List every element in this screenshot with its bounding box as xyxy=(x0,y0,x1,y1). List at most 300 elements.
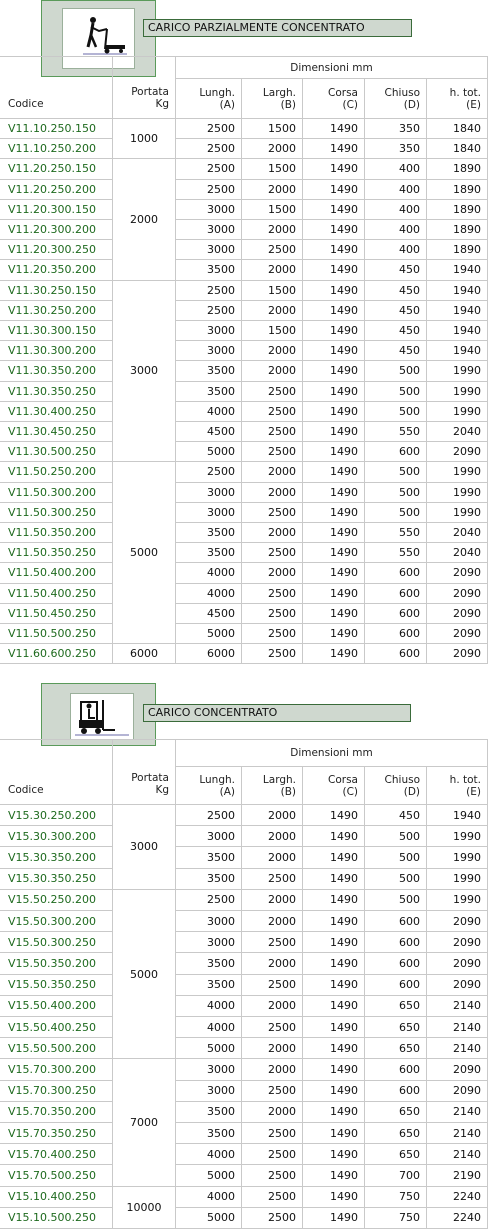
row-code: V11.20.250.150 xyxy=(0,159,113,179)
row-value: 2500 xyxy=(176,139,242,159)
row-value: 600 xyxy=(365,932,427,953)
row-value: 2140 xyxy=(427,996,488,1017)
header-col-line: h. tot. xyxy=(449,773,481,786)
row-code: V15.50.350.250 xyxy=(0,975,113,996)
portata-value: 5000 xyxy=(113,462,176,644)
header-col xyxy=(242,767,303,805)
row-value: 550 xyxy=(365,422,427,442)
row-value: 6000 xyxy=(176,644,242,664)
row-value: 3500 xyxy=(176,361,242,381)
row-value: 1490 xyxy=(303,523,365,543)
row-value: 2500 xyxy=(242,422,303,442)
row-value: 500 xyxy=(365,503,427,523)
row-value: 1990 xyxy=(427,826,488,847)
row-code: V11.20.250.200 xyxy=(0,180,113,200)
row-value: 600 xyxy=(365,1081,427,1102)
row-value: 2090 xyxy=(427,932,488,953)
row-value: 1490 xyxy=(303,1144,365,1165)
row-value: 1490 xyxy=(303,1059,365,1080)
row-value: 500 xyxy=(365,382,427,402)
row-value: 1500 xyxy=(242,200,303,220)
row-code: V11.20.300.250 xyxy=(0,240,113,260)
row-value: 1940 xyxy=(427,341,488,361)
header-portata xyxy=(113,739,176,805)
row-value: 2000 xyxy=(242,996,303,1017)
row-value: 600 xyxy=(365,442,427,462)
row-value: 2090 xyxy=(427,953,488,974)
row-value: 1490 xyxy=(303,361,365,381)
row-value: 3500 xyxy=(176,975,242,996)
row-value: 2000 xyxy=(242,301,303,321)
row-value: 4000 xyxy=(176,1144,242,1165)
row-value: 4500 xyxy=(176,604,242,624)
row-value: 1490 xyxy=(303,644,365,664)
row-code: V11.50.250.200 xyxy=(0,462,113,482)
header-col-line: Lungh. xyxy=(199,773,235,786)
row-value: 2500 xyxy=(242,503,303,523)
row-value: 1990 xyxy=(427,483,488,503)
row-value: 600 xyxy=(365,975,427,996)
row-value: 1490 xyxy=(303,1165,365,1186)
row-value: 2000 xyxy=(242,847,303,868)
row-value: 1490 xyxy=(303,869,365,890)
header-col-line: (D) xyxy=(403,98,420,111)
row-value: 500 xyxy=(365,361,427,381)
header-col-line: Lungh. xyxy=(199,86,235,99)
header-col xyxy=(427,767,488,805)
row-value: 2500 xyxy=(242,624,303,644)
row-value: 2000 xyxy=(242,260,303,280)
row-value: 750 xyxy=(365,1208,427,1229)
row-code: V11.20.350.200 xyxy=(0,260,113,280)
row-value: 500 xyxy=(365,483,427,503)
row-value: 1990 xyxy=(427,869,488,890)
row-value: 2500 xyxy=(242,382,303,402)
row-value: 350 xyxy=(365,139,427,159)
row-value: 1490 xyxy=(303,503,365,523)
row-value: 1490 xyxy=(303,1123,365,1144)
portata-value: 6000 xyxy=(113,644,176,664)
row-value: 1490 xyxy=(303,382,365,402)
row-code: V15.10.500.250 xyxy=(0,1208,113,1229)
row-value: 1990 xyxy=(427,382,488,402)
icon-frame xyxy=(41,683,156,746)
row-value: 2000 xyxy=(242,361,303,381)
row-value: 5000 xyxy=(176,442,242,462)
row-value: 650 xyxy=(365,1144,427,1165)
row-value: 400 xyxy=(365,180,427,200)
row-value: 2090 xyxy=(427,911,488,932)
row-code: V15.50.300.250 xyxy=(0,932,113,953)
row-value: 1490 xyxy=(303,847,365,868)
row-value: 1490 xyxy=(303,953,365,974)
row-value: 3000 xyxy=(176,911,242,932)
row-value: 2000 xyxy=(242,805,303,826)
header-portata-line: Kg xyxy=(155,784,169,796)
row-value: 2000 xyxy=(242,1102,303,1123)
row-code: V11.50.400.200 xyxy=(0,563,113,583)
row-value: 3000 xyxy=(176,220,242,240)
row-value: 2190 xyxy=(427,1165,488,1186)
row-value: 400 xyxy=(365,200,427,220)
row-value: 2500 xyxy=(242,975,303,996)
row-value: 2090 xyxy=(427,644,488,664)
row-value: 2500 xyxy=(242,644,303,664)
row-value: 650 xyxy=(365,1123,427,1144)
header-col-line: Corsa xyxy=(328,773,358,786)
row-value: 3000 xyxy=(176,200,242,220)
row-code: V11.30.300.150 xyxy=(0,321,113,341)
row-value: 2040 xyxy=(427,422,488,442)
row-value: 2500 xyxy=(242,1187,303,1208)
row-value: 2000 xyxy=(242,911,303,932)
row-value: 1490 xyxy=(303,462,365,482)
portata-value: 3000 xyxy=(113,281,176,463)
row-code: V11.50.300.200 xyxy=(0,483,113,503)
row-value: 1890 xyxy=(427,180,488,200)
row-code: V15.10.400.250 xyxy=(0,1187,113,1208)
row-value: 450 xyxy=(365,341,427,361)
row-value: 1490 xyxy=(303,240,365,260)
row-value: 1490 xyxy=(303,422,365,442)
row-value: 1490 xyxy=(303,159,365,179)
row-value: 3000 xyxy=(176,503,242,523)
row-code: V11.20.300.200 xyxy=(0,220,113,240)
row-value: 2000 xyxy=(242,890,303,911)
row-value: 2500 xyxy=(176,281,242,301)
row-value: 2500 xyxy=(176,890,242,911)
row-value: 600 xyxy=(365,644,427,664)
row-value: 1890 xyxy=(427,240,488,260)
row-value: 2090 xyxy=(427,604,488,624)
header-col xyxy=(242,79,303,119)
row-value: 2000 xyxy=(242,1059,303,1080)
row-code: V15.50.350.200 xyxy=(0,953,113,974)
row-value: 2500 xyxy=(242,1017,303,1038)
row-value: 2090 xyxy=(427,975,488,996)
row-value: 400 xyxy=(365,220,427,240)
row-value: 3500 xyxy=(176,523,242,543)
row-value: 600 xyxy=(365,604,427,624)
row-value: 2500 xyxy=(242,240,303,260)
portata-value: 5000 xyxy=(113,890,176,1060)
header-col-line: Chiuso xyxy=(384,773,420,786)
row-value: 500 xyxy=(365,890,427,911)
row-code: V15.50.250.200 xyxy=(0,890,113,911)
row-value: 2000 xyxy=(242,523,303,543)
row-value: 2240 xyxy=(427,1187,488,1208)
row-value: 400 xyxy=(365,159,427,179)
row-value: 600 xyxy=(365,584,427,604)
row-value: 1940 xyxy=(427,260,488,280)
row-value: 2500 xyxy=(176,180,242,200)
row-value: 1490 xyxy=(303,1017,365,1038)
row-value: 500 xyxy=(365,847,427,868)
portata-value: 7000 xyxy=(113,1059,176,1186)
row-value: 1500 xyxy=(242,281,303,301)
row-code: V15.70.350.250 xyxy=(0,1123,113,1144)
header-dimensioni: Dimensioni mm xyxy=(176,56,488,79)
row-value: 2000 xyxy=(242,826,303,847)
row-value: 2500 xyxy=(242,402,303,422)
row-code: V11.30.450.250 xyxy=(0,422,113,442)
row-value: 5000 xyxy=(176,1038,242,1059)
row-value: 2090 xyxy=(427,442,488,462)
row-value: 1490 xyxy=(303,321,365,341)
row-value: 3000 xyxy=(176,483,242,503)
row-value: 5000 xyxy=(176,1165,242,1186)
row-value: 3000 xyxy=(176,826,242,847)
row-value: 600 xyxy=(365,624,427,644)
row-code: V11.10.250.150 xyxy=(0,119,113,139)
row-value: 650 xyxy=(365,1017,427,1038)
header-col xyxy=(365,79,427,119)
row-value: 2140 xyxy=(427,1102,488,1123)
row-value: 2000 xyxy=(242,483,303,503)
row-code: V15.50.500.200 xyxy=(0,1038,113,1059)
row-code: V15.70.350.200 xyxy=(0,1102,113,1123)
row-value: 3000 xyxy=(176,932,242,953)
forklift-icon xyxy=(70,693,134,740)
row-value: 2000 xyxy=(242,462,303,482)
row-value: 1490 xyxy=(303,341,365,361)
header-col-line: (A) xyxy=(219,98,235,111)
row-value: 2000 xyxy=(242,1038,303,1059)
row-code: V11.50.450.250 xyxy=(0,604,113,624)
row-value: 450 xyxy=(365,281,427,301)
row-value: 1990 xyxy=(427,462,488,482)
row-value: 3500 xyxy=(176,543,242,563)
header-codice: Codice xyxy=(0,739,113,805)
header-col-line: (D) xyxy=(403,785,420,798)
row-value: 1840 xyxy=(427,139,488,159)
row-code: V11.30.350.200 xyxy=(0,361,113,381)
row-value: 1890 xyxy=(427,159,488,179)
row-value: 650 xyxy=(365,1038,427,1059)
row-value: 550 xyxy=(365,523,427,543)
row-value: 600 xyxy=(365,1059,427,1080)
row-value: 1490 xyxy=(303,932,365,953)
row-value: 500 xyxy=(365,826,427,847)
row-code: V15.70.400.250 xyxy=(0,1144,113,1165)
row-value: 2000 xyxy=(242,563,303,583)
row-value: 1490 xyxy=(303,442,365,462)
row-value: 2090 xyxy=(427,1059,488,1080)
row-value: 2140 xyxy=(427,1017,488,1038)
portata-value: 10000 xyxy=(113,1187,176,1229)
row-value: 4000 xyxy=(176,1017,242,1038)
row-value: 3500 xyxy=(176,953,242,974)
row-value: 1940 xyxy=(427,281,488,301)
header-col-line: Corsa xyxy=(328,86,358,99)
row-code: V15.30.350.250 xyxy=(0,869,113,890)
row-value: 3000 xyxy=(176,321,242,341)
row-value: 1500 xyxy=(242,159,303,179)
row-value: 2140 xyxy=(427,1123,488,1144)
row-value: 1490 xyxy=(303,281,365,301)
row-code: V15.70.300.200 xyxy=(0,1059,113,1080)
row-value: 2500 xyxy=(176,301,242,321)
row-value: 1490 xyxy=(303,200,365,220)
row-code: V15.50.400.200 xyxy=(0,996,113,1017)
header-col xyxy=(176,79,242,119)
header-col-line: (C) xyxy=(342,98,358,111)
row-value: 600 xyxy=(365,563,427,583)
row-value: 2500 xyxy=(242,1081,303,1102)
row-value: 1490 xyxy=(303,543,365,563)
row-value: 2500 xyxy=(242,1123,303,1144)
row-value: 2000 xyxy=(242,220,303,240)
row-value: 3500 xyxy=(176,847,242,868)
row-value: 2090 xyxy=(427,584,488,604)
row-value: 2140 xyxy=(427,1038,488,1059)
row-value: 2090 xyxy=(427,563,488,583)
section-carico-concentrato xyxy=(0,683,488,1229)
row-value: 2500 xyxy=(242,584,303,604)
row-value: 1990 xyxy=(427,847,488,868)
header-col-line: (B) xyxy=(280,785,296,798)
row-value: 450 xyxy=(365,260,427,280)
portata-value: 3000 xyxy=(113,805,176,890)
row-value: 4000 xyxy=(176,563,242,583)
row-value: 1490 xyxy=(303,301,365,321)
row-code: V11.50.350.200 xyxy=(0,523,113,543)
row-value: 1990 xyxy=(427,361,488,381)
row-code: V15.50.400.250 xyxy=(0,1017,113,1038)
row-value: 650 xyxy=(365,996,427,1017)
row-value: 3000 xyxy=(176,240,242,260)
header-portata xyxy=(113,56,176,119)
row-value: 3000 xyxy=(176,1059,242,1080)
row-value: 2500 xyxy=(176,119,242,139)
row-value: 1940 xyxy=(427,301,488,321)
row-value: 500 xyxy=(365,402,427,422)
row-value: 1990 xyxy=(427,402,488,422)
portata-value: 2000 xyxy=(113,159,176,280)
row-value: 2240 xyxy=(427,1208,488,1229)
row-value: 2500 xyxy=(242,604,303,624)
header-col-line: (B) xyxy=(280,98,296,111)
row-value: 2040 xyxy=(427,543,488,563)
header-col-line: Largh. xyxy=(262,86,296,99)
row-code: V11.30.500.250 xyxy=(0,442,113,462)
row-value: 2000 xyxy=(242,139,303,159)
row-value: 3000 xyxy=(176,341,242,361)
row-code: V11.50.400.250 xyxy=(0,584,113,604)
row-value: 2500 xyxy=(176,805,242,826)
row-value: 700 xyxy=(365,1165,427,1186)
row-value: 1940 xyxy=(427,805,488,826)
row-value: 1490 xyxy=(303,624,365,644)
header-col-line: (E) xyxy=(466,98,481,111)
row-value: 650 xyxy=(365,1102,427,1123)
header-col xyxy=(176,767,242,805)
row-value: 1490 xyxy=(303,890,365,911)
row-value: 2090 xyxy=(427,624,488,644)
row-code: V15.70.300.250 xyxy=(0,1081,113,1102)
row-value: 4000 xyxy=(176,584,242,604)
row-value: 4000 xyxy=(176,402,242,422)
row-value: 2040 xyxy=(427,523,488,543)
row-value: 3500 xyxy=(176,1102,242,1123)
row-code: V11.30.300.200 xyxy=(0,341,113,361)
row-value: 1490 xyxy=(303,826,365,847)
row-code: V15.50.300.200 xyxy=(0,911,113,932)
row-code: V11.10.250.200 xyxy=(0,139,113,159)
row-value: 1490 xyxy=(303,1102,365,1123)
row-code: V15.30.300.200 xyxy=(0,826,113,847)
row-value: 450 xyxy=(365,301,427,321)
row-value: 500 xyxy=(365,462,427,482)
section-title: CARICO PARZIALMENTE CONCENTRATO xyxy=(143,19,412,37)
row-value: 2500 xyxy=(242,543,303,563)
header-col xyxy=(303,767,365,805)
row-value: 450 xyxy=(365,805,427,826)
row-value: 2500 xyxy=(242,442,303,462)
row-value: 500 xyxy=(365,869,427,890)
row-value: 3000 xyxy=(176,1081,242,1102)
row-value: 2000 xyxy=(242,341,303,361)
row-code: V15.30.250.200 xyxy=(0,805,113,826)
row-value: 5000 xyxy=(176,624,242,644)
row-value: 2500 xyxy=(176,462,242,482)
row-value: 1490 xyxy=(303,1187,365,1208)
row-value: 1490 xyxy=(303,483,365,503)
header-col-line: h. tot. xyxy=(449,86,481,99)
row-value: 2140 xyxy=(427,1144,488,1165)
row-value: 2090 xyxy=(427,1081,488,1102)
header-col-line: Largh. xyxy=(262,773,296,786)
row-value: 3500 xyxy=(176,382,242,402)
row-value: 1490 xyxy=(303,1038,365,1059)
row-value: 1990 xyxy=(427,503,488,523)
header-col xyxy=(303,79,365,119)
row-value: 1490 xyxy=(303,996,365,1017)
header-col-line: Chiuso xyxy=(384,86,420,99)
row-value: 3500 xyxy=(176,1123,242,1144)
row-code: V11.50.500.250 xyxy=(0,624,113,644)
row-value: 4000 xyxy=(176,1187,242,1208)
row-value: 3500 xyxy=(176,260,242,280)
row-value: 1490 xyxy=(303,563,365,583)
row-value: 1490 xyxy=(303,1208,365,1229)
row-value: 1500 xyxy=(242,321,303,341)
header-portata-line: Portata xyxy=(131,86,169,98)
row-value: 1890 xyxy=(427,220,488,240)
row-code: V11.60.600.250 xyxy=(0,644,113,664)
row-code: V11.20.300.150 xyxy=(0,200,113,220)
row-value: 1990 xyxy=(427,890,488,911)
row-value: 1490 xyxy=(303,805,365,826)
row-value: 3500 xyxy=(176,869,242,890)
row-value: 2500 xyxy=(242,1165,303,1186)
row-value: 2500 xyxy=(242,932,303,953)
header-col xyxy=(365,767,427,805)
row-value: 1940 xyxy=(427,321,488,341)
row-value: 1490 xyxy=(303,911,365,932)
row-code: V11.50.300.250 xyxy=(0,503,113,523)
row-code: V11.30.350.250 xyxy=(0,382,113,402)
row-code: V11.30.250.200 xyxy=(0,301,113,321)
row-code: V15.30.350.200 xyxy=(0,847,113,868)
row-value: 2000 xyxy=(242,180,303,200)
row-value: 1490 xyxy=(303,260,365,280)
row-value: 750 xyxy=(365,1187,427,1208)
row-value: 1490 xyxy=(303,1081,365,1102)
row-value: 450 xyxy=(365,321,427,341)
header-col-line: (C) xyxy=(342,785,358,798)
header-portata-line: Kg xyxy=(155,98,169,110)
